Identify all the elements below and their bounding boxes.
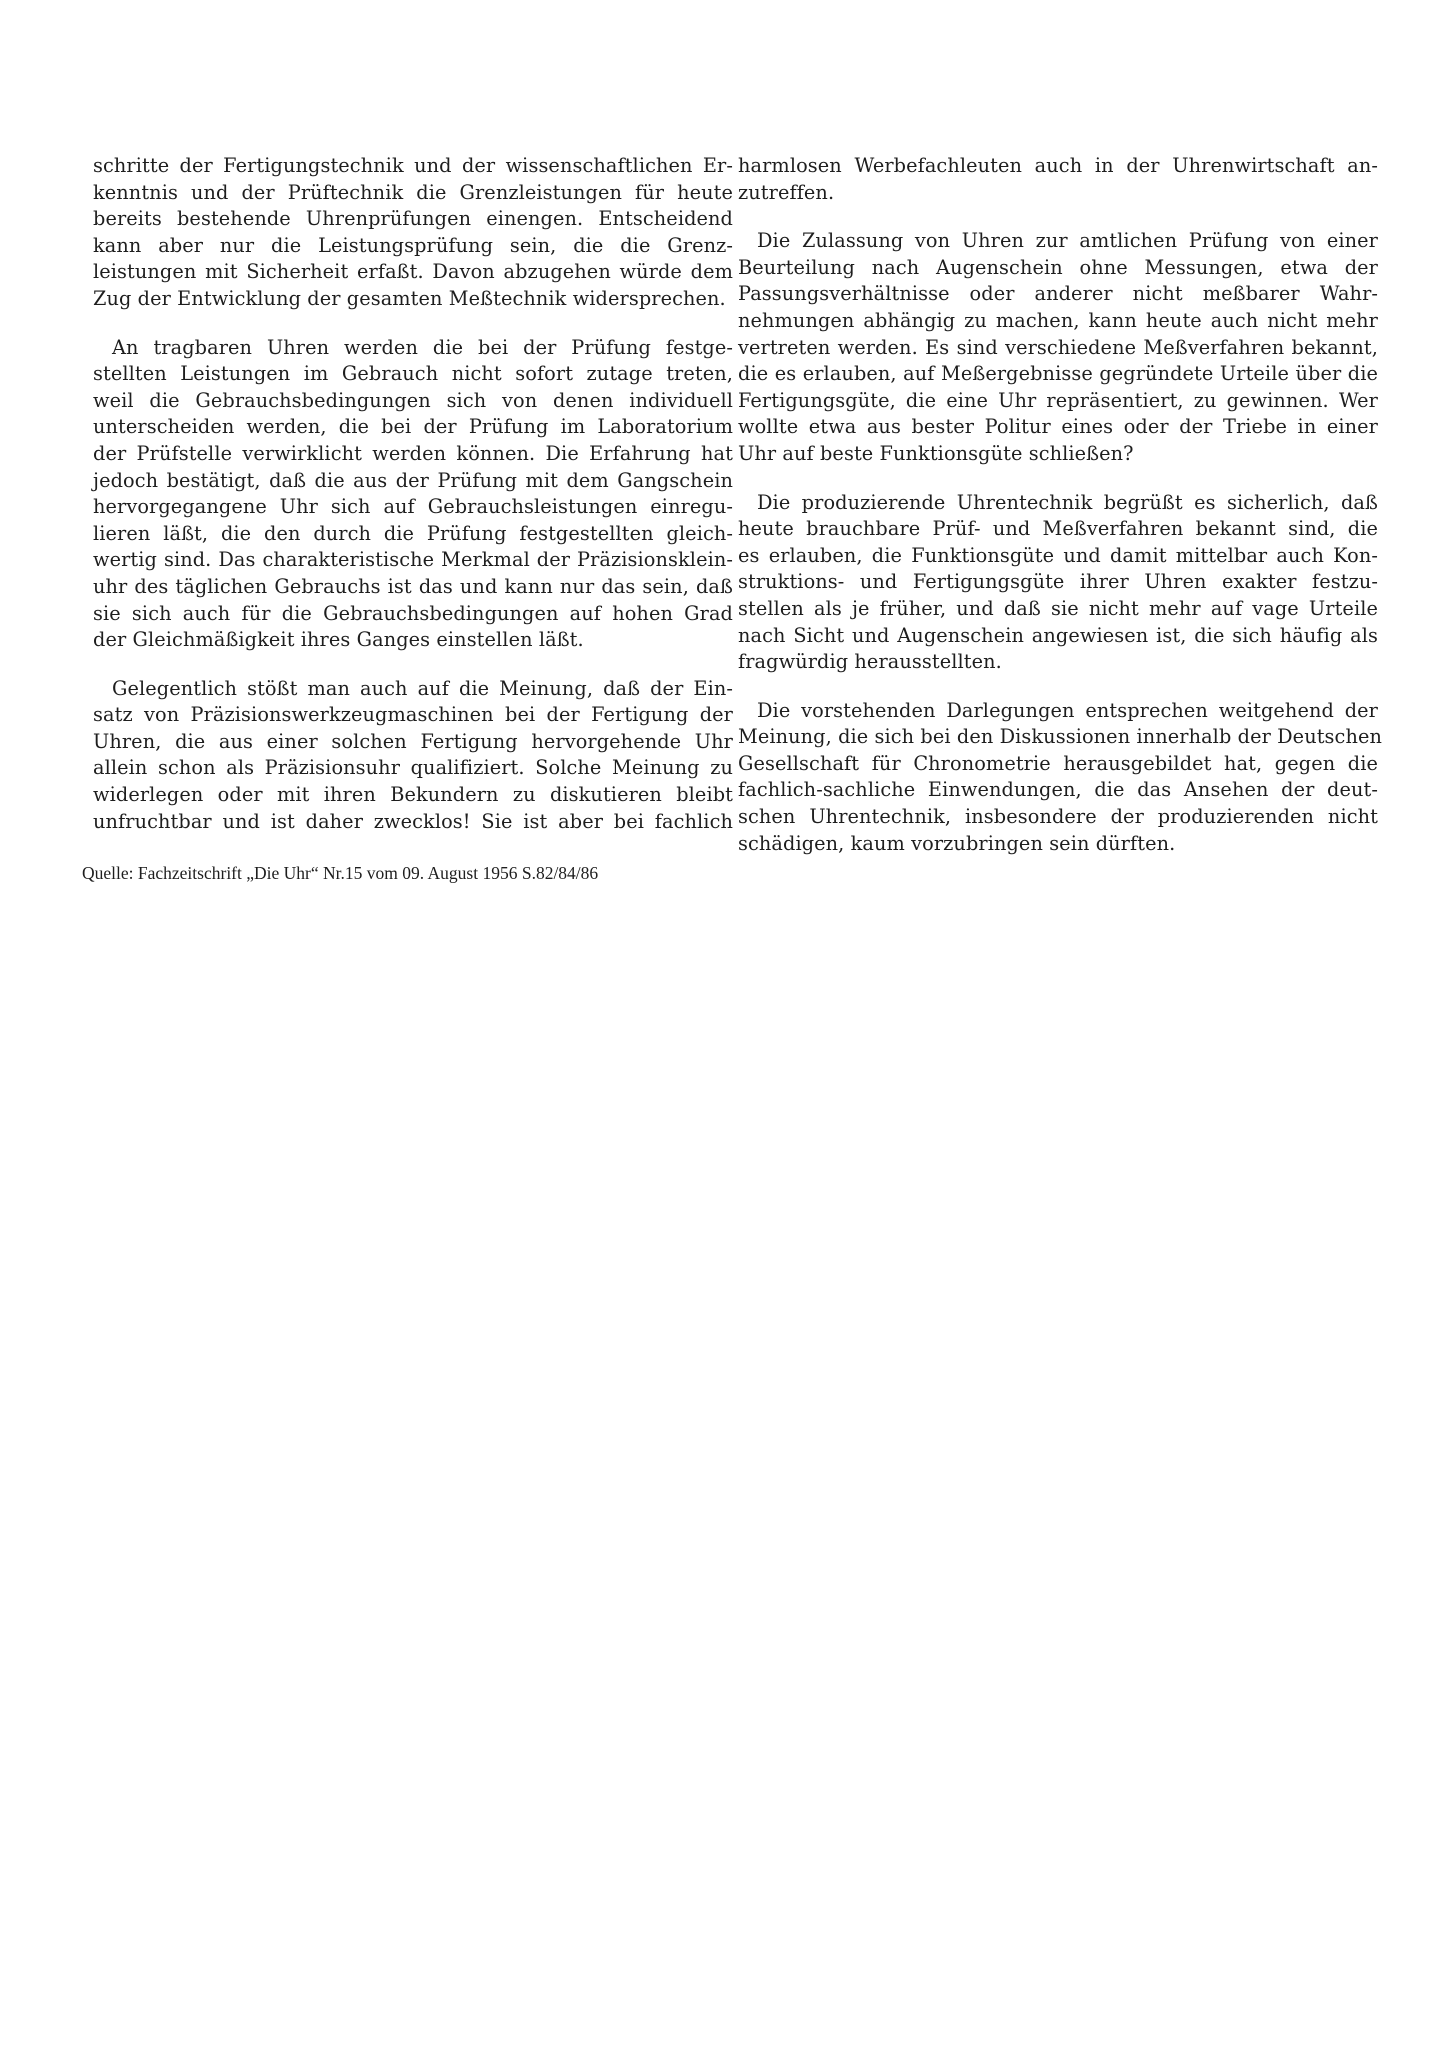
paragraph xyxy=(93,335,733,654)
text-line: der Gleichmäßigkeit ihres Ganges einstellen läßt. xyxy=(93,628,584,652)
text-line: weil die Gebrauchsbedingungen sich von denen individuell xyxy=(93,388,733,412)
text-line: jedoch bestätigt, daß die aus der Prüfung mit dem Gangschein xyxy=(93,468,733,492)
text-line: schritte der Fertigungstechnik und der wissenschaftlichen Er- xyxy=(93,154,733,177)
text-line: uhr des täglichen Gebrauchs ist das und kann nur das sein, daß xyxy=(93,574,733,598)
text-line: Zug der Entwicklung der gesamten Meßtechnik widersprechen. xyxy=(93,286,726,310)
paragraph xyxy=(738,153,1378,206)
text-line: zutreffen. xyxy=(738,180,835,204)
text-line: bereits bestehende Uhrenprüfungen einengen. Entscheidend xyxy=(93,207,733,231)
paragraph xyxy=(93,676,733,836)
text-line: Uhren, die aus einer solchen Fertigung hervorgehende Uhr xyxy=(93,729,733,753)
text-line: Die vorstehenden Darlegungen entsprechen weitgehend der xyxy=(757,698,1378,722)
paragraph xyxy=(738,698,1382,858)
text-line: Die Zulassung von Uhren zur amtlichen Prüfung von einer xyxy=(757,229,1378,253)
text-line: stellen als je früher, und daß sie nicht mehr auf vage Urteile xyxy=(738,596,1378,620)
text-line: schädigen, kaum vorzubringen sein dürften. xyxy=(738,831,1176,855)
text-line: widerlegen oder mit ihren Bekundern zu diskutieren bleibt xyxy=(93,783,733,807)
text-line: An tragbaren Uhren werden die bei der Prüfung festge- xyxy=(112,335,733,359)
text-line: Gesellschaft für Chronometrie herausgebildet hat, gegen die xyxy=(738,751,1378,775)
text-line: fragwürdig herausstellten. xyxy=(738,650,1002,674)
text-line: allein schon als Präzisionsuhr qualifiziert. Solche Meinung zu xyxy=(93,756,733,780)
right-column xyxy=(738,153,1382,879)
text-line: kann aber nur die Leistungsprüfung sein, die die Grenz- xyxy=(93,233,733,257)
text-line: heute brauchbare Prüf- und Meßverfahren bekannt sind, die xyxy=(738,517,1378,541)
text-line: vertreten werden. Es sind verschiedene Meßverfahren bekannt, xyxy=(738,335,1378,359)
text-line: Uhr auf beste Funktionsgüte schließen? xyxy=(738,441,1134,465)
text-line: es erlauben, die Funktionsgüte und damit mittelbar auch Kon- xyxy=(738,543,1378,567)
text-line: Gelegentlich stößt man auch auf die Meinung, daß der Ein- xyxy=(112,676,733,700)
paragraph xyxy=(738,490,1378,676)
text-line: wollte etwa aus bester Politur eines oder der Triebe in einer xyxy=(738,415,1378,439)
text-line: stellten Leistungen im Gebrauch nicht sofort zutage treten, xyxy=(93,362,733,386)
text-line: Passungsverhältnisse oder anderer nicht meßbarer Wahr- xyxy=(738,282,1378,306)
text-line: fachlich-sachliche Einwendungen, die das Ansehen der deut- xyxy=(738,778,1378,802)
paragraph xyxy=(738,228,1378,467)
text-line: die es erlauben, auf Meßergebnisse gegründete Urteile über die xyxy=(738,362,1378,386)
text-line: Fertigungsgüte, die eine Uhr repräsentiert, zu gewinnen. Wer xyxy=(738,388,1378,412)
text-line: Beurteilung nach Augenschein ohne Messungen, etwa der xyxy=(738,255,1378,279)
left-column xyxy=(93,153,733,857)
text-line: der Prüfstelle verwirklicht werden können. Die Erfahrung hat xyxy=(93,441,733,465)
text-line: harmlosen Werbefachleuten auch in der Uhrenwirtschaft an- xyxy=(738,154,1378,177)
text-line: wertig sind. Das charakteristische Merkmal der Präzisionsklein- xyxy=(93,548,733,572)
text-line: hervorgegangene Uhr sich auf Gebrauchsleistungen einregu- xyxy=(93,495,733,519)
text-line: schen Uhrentechnik, insbesondere der produzierenden nicht xyxy=(738,805,1378,829)
text-line: struktions- und Fertigungsgüte ihrer Uhren exakter festzu- xyxy=(738,570,1378,594)
text-line: unfruchtbar und ist daher zwecklos! Sie ist aber bei fachlich xyxy=(93,809,733,833)
text-line: satz von Präzisionswerkzeugmaschinen bei der Fertigung der xyxy=(93,703,733,727)
text-line: kenntnis und der Prüftechnik die Grenzleistungen für heute xyxy=(93,180,733,204)
text-line: leistungen mit Sicherheit erfaßt. Davon abzugehen würde dem xyxy=(93,260,733,284)
text-line: sie sich auch für die Gebrauchsbedingungen auf hohen Grad xyxy=(93,601,733,625)
source-citation: Quelle: Fachzeitschrift „Die Uhr“ Nr.15 vom 09. August 1956 S.82/84/86 xyxy=(82,863,599,883)
text-line: Die produzierende Uhrentechnik begrüßt es sicherlich, daß xyxy=(757,490,1378,514)
text-line: lieren läßt, die den durch die Prüfung festgestellten gleich- xyxy=(93,521,733,545)
text-line: Meinung, die sich bei den Diskussionen innerhalb der Deutschen xyxy=(738,725,1382,749)
text-line: unterscheiden werden, die bei der Prüfung im Laboratorium xyxy=(93,415,733,439)
text-line: nach Sicht und Augenschein angewiesen ist, die sich häufig als xyxy=(738,623,1378,647)
paragraph xyxy=(93,153,733,313)
text-line: nehmungen abhängig zu machen, kann heute auch nicht mehr xyxy=(738,308,1378,332)
